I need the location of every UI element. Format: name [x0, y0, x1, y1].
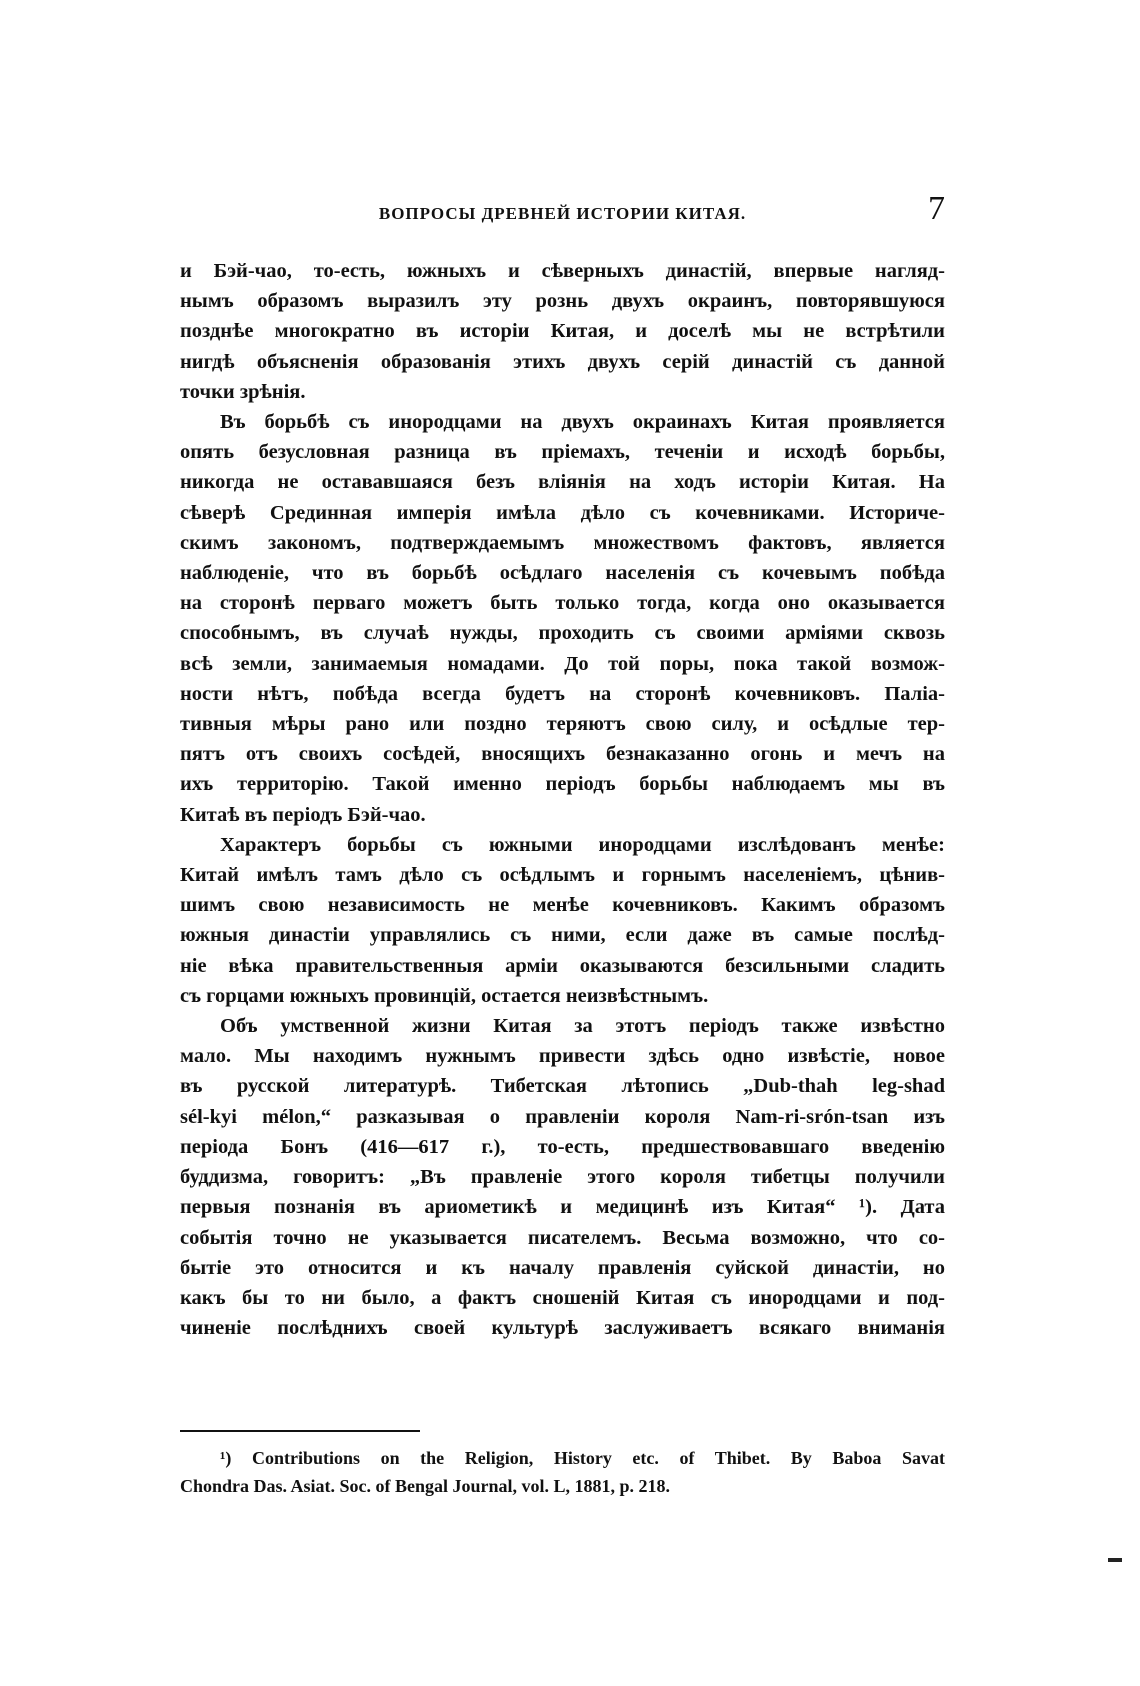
text-line: sél-kyi mélon,“ разказывая о правленіи короля Nam-ri-srón-tsan изъ [180, 1105, 945, 1128]
page-header [180, 190, 945, 236]
text-line: чиненіе послѣднихъ своей культурѣ заслуживаетъ всякаго вниманія [180, 1317, 945, 1340]
text-line: на сторонѣ перваго можетъ быть только тогда, когда оно оказывается [180, 592, 945, 615]
text-line: ности нѣтъ, побѣда всегда будетъ на сторонѣ кочевниковъ. Паліа- [180, 682, 945, 705]
text-line: тивныя мѣры рано или поздно теряютъ свою силу, и осѣдлые тер- [180, 713, 945, 736]
text-line: и Бэй-чао, то-есть, южныхъ и сѣверныхъ династій, впервые нагляд- [180, 260, 945, 282]
text-line: мало. Мы находимъ нужнымъ привести здѣсь одно извѣстіе, новое [180, 1045, 945, 1068]
text-line: Въ борьбѣ съ инородцами на двухъ окраинахъ Китая проявляется [220, 411, 945, 434]
paragraph-4 [180, 1011, 945, 1343]
text-line: никогда не остававшаяся безъ вліянія на ходъ исторіи Китая. На [180, 471, 945, 494]
text-line: точки зрѣнія. [180, 380, 306, 403]
text-line: Объ умственной жизни Китая за этотъ періодъ также извѣстно [220, 1015, 945, 1038]
text-line: шимъ свою независимость не менѣе кочевниковъ. Какимъ образомъ [180, 894, 945, 917]
text-line: наблюденіе, что въ борьбѣ осѣдлаго населенія съ кочевымъ побѣда [180, 562, 945, 585]
text-line: бытіе это относится и къ началу правленія суйской династіи, но [180, 1256, 945, 1279]
text-line: нигдѣ объясненія образованія этихъ двухъ серій династій съ данной [180, 350, 945, 373]
page-number: 7 [928, 190, 945, 227]
text-line: событія точно не указывается писателемъ. Весьма возможно, что со- [180, 1226, 945, 1249]
paragraph-1 [180, 256, 945, 407]
text-line: всѣ земли, занимаемыя номадами. До той поры, пока такой возмож- [180, 652, 945, 675]
text-line: какъ бы то ни было, а фактъ сношеній Китая съ инородцами и под- [180, 1286, 945, 1309]
text-line: способнымъ, въ случаѣ нужды, проходить съ своими арміями сквозь [180, 622, 945, 645]
text-line: пятъ отъ своихъ сосѣдей, вносящихъ безнаказанно огонь и мечъ на [180, 743, 945, 766]
text-line: нымъ образомъ выразилъ эту рознь двухъ окраинъ, повторявшуюся [180, 290, 945, 313]
text-line: періода Бонъ (416—617 г.), то-есть, предшествовавшаго введенію [180, 1135, 945, 1158]
scan-edge-mark [1108, 1558, 1122, 1562]
text-line: сѣверѣ Срединная имперія имѣла дѣло съ кочевниками. Историче- [180, 501, 945, 524]
text-line: въ русской литературѣ. Тибетская лѣтопись „Dub-thah leg-shad [180, 1075, 945, 1098]
paragraph-2 [180, 407, 945, 830]
body-text [180, 256, 945, 1343]
text-line: съ горцами южныхъ провинцій, остается неизвѣстнымъ. [180, 984, 709, 1007]
text-line: опять безусловная разница въ пріемахъ, теченіи и исходѣ борьбы, [180, 441, 945, 464]
text-line: буддизма, говоритъ: „Въ правленіе этого короля тибетцы получили [180, 1166, 945, 1189]
footnotes [180, 1444, 945, 1500]
footnote-line: Chondra Das. Asiat. Soc. of Bengal Journal, vol. L, 1881, p. 218. [180, 1476, 671, 1496]
text-line: Китаѣ въ періодъ Бэй-чао. [180, 803, 426, 826]
text-line: Китай имѣлъ тамъ дѣло съ осѣдлымъ и горнымъ населеніемъ, цѣнив- [180, 864, 945, 887]
footnote-divider [180, 1430, 420, 1432]
running-title: ВОПРОСЫ ДРЕВНЕЙ ИСТОРИИ КИТАЯ. [378, 204, 747, 223]
text-line: позднѣе многократно въ исторіи Китая, и доселѣ мы не встрѣтили [180, 320, 945, 343]
text-line: ихъ территорію. Такой именно періодъ борьбы наблюдаемъ мы въ [180, 773, 945, 796]
text-line: скимъ закономъ, подтверждаемымъ множествомъ фактовъ, является [180, 531, 945, 554]
text-line: первыя познанія въ ариометикѣ и медицинѣ изъ Китая“ ¹). Дата [180, 1196, 945, 1219]
text-line: Характеръ борьбы съ южными инородцами изслѣдованъ менѣе: [220, 833, 945, 856]
paragraph-3 [180, 830, 945, 1011]
text-line: южныя династіи управлялись съ ними, если даже въ самые послѣд- [180, 924, 945, 947]
text-line: ніе вѣка правительственныя арміи оказываются безсильными сладить [180, 954, 945, 977]
footnote-line: ¹) Contributions on the Religion, History etc. of Thibet. By Baboa Savat [220, 1448, 945, 1468]
